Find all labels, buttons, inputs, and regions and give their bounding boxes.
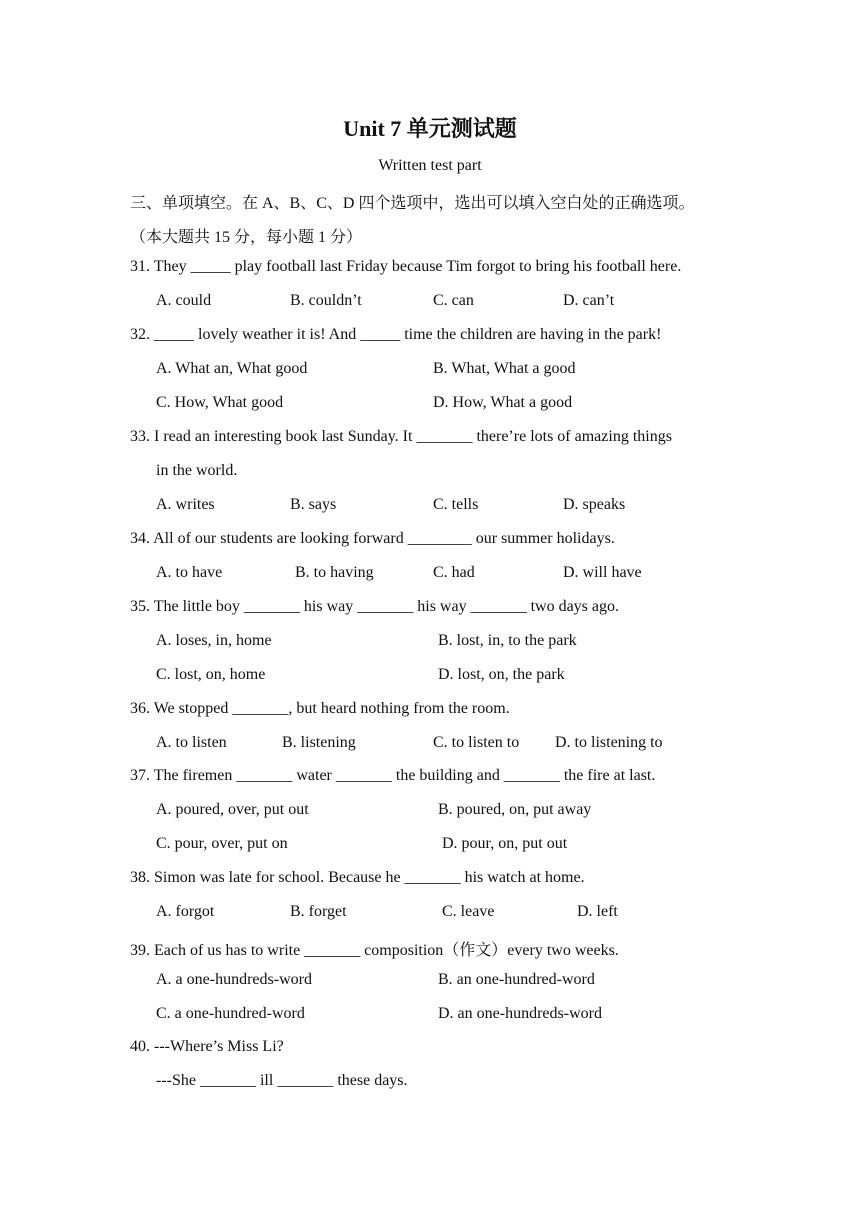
question-31-option-d: D. can’t: [563, 292, 615, 309]
question-39-option-d: D. an one-hundreds-word: [438, 1005, 602, 1022]
question-31-option-a: A. could: [156, 292, 212, 309]
question-31-stem: 31. They _____ play football last Friday because Tim forgot to bring his football here.: [130, 258, 682, 275]
question-40-stem-continued: ---She _______ ill _______ these days.: [156, 1072, 408, 1089]
page-title: Unit 7 单元测试题: [343, 116, 517, 141]
section-heading: 三、单项填空。在 A、B、C、D 四个选项中，选出可以填入空白处的正确选项。: [130, 195, 695, 212]
question-33-stem-continued: in the world.: [156, 462, 238, 479]
question-36-option-b: B. listening: [282, 734, 356, 751]
question-33-option-b: B. says: [290, 496, 337, 513]
question-35-option-b: B. lost, in, to the park: [438, 632, 577, 649]
question-35-option-a: A. loses, in, home: [156, 632, 272, 649]
page-subtitle: Written test part: [378, 157, 482, 174]
question-38-option-b: B. forget: [290, 903, 347, 920]
question-40-stem: 40. ---Where’s Miss Li?: [130, 1038, 284, 1055]
question-36-option-d: D. to listening to: [555, 734, 663, 751]
question-33-option-a: A. writes: [156, 496, 215, 513]
question-34-option-c: C. had: [433, 564, 475, 581]
question-34-option-b: B. to having: [295, 564, 374, 581]
question-39-stem: 39. Each of us has to write _______ composition（作文）every two weeks.: [130, 942, 619, 959]
question-34-option-a: A. to have: [156, 564, 223, 581]
question-31-option-c: C. can: [433, 292, 474, 309]
question-33-option-c: C. tells: [433, 496, 479, 513]
question-39-option-b: B. an one-hundred-word: [438, 971, 595, 988]
question-33-option-d: D. speaks: [563, 496, 626, 513]
question-36-option-c: C. to listen to: [433, 734, 520, 751]
question-34-option-d: D. will have: [563, 564, 642, 581]
question-37-stem: 37. The firemen _______ water _______ the building and _______ the fire at last.: [130, 767, 656, 784]
question-36-stem: 36. We stopped _______, but heard nothing from the room.: [130, 700, 510, 717]
question-38-option-d: D. left: [577, 903, 618, 920]
question-32-stem: 32. _____ lovely weather it is! And _____ time the children are having in the park!: [130, 326, 662, 343]
question-37-option-a: A. poured, over, put out: [156, 801, 309, 818]
question-37-option-b: B. poured, on, put away: [438, 801, 592, 818]
question-38-stem: 38. Simon was late for school. Because he _______ his watch at home.: [130, 869, 585, 886]
question-35-option-d: D. lost, on, the park: [438, 666, 565, 683]
question-32-option-c: C. How, What good: [156, 394, 284, 411]
question-32-option-b: B. What, What a good: [433, 360, 576, 377]
section-note: （本大题共 15 分，每小题 1 分）: [130, 229, 363, 246]
question-39-option-c: C. a one-hundred-word: [156, 1005, 305, 1022]
question-35-stem: 35. The little boy _______ his way _______ his way _______ two days ago.: [130, 598, 619, 615]
question-32-option-a: A. What an, What good: [156, 360, 308, 377]
question-34-stem: 34. All of our students are looking forward ________ our summer holidays.: [130, 530, 615, 547]
question-38-option-a: A. forgot: [156, 903, 215, 920]
question-37-option-d: D. pour, on, put out: [442, 835, 568, 852]
question-38-option-c: C. leave: [442, 903, 495, 920]
question-33-stem: 33. I read an interesting book last Sunday. It _______ there’re lots of amazing things: [130, 428, 672, 445]
question-39-option-a: A. a one-hundreds-word: [156, 971, 312, 988]
question-35-option-c: C. lost, on, home: [156, 666, 266, 683]
question-37-option-c: C. pour, over, put on: [156, 835, 288, 852]
question-36-option-a: A. to listen: [156, 734, 227, 751]
question-32-option-d: D. How, What a good: [433, 394, 573, 411]
question-31-option-b: B. couldn’t: [290, 292, 362, 309]
